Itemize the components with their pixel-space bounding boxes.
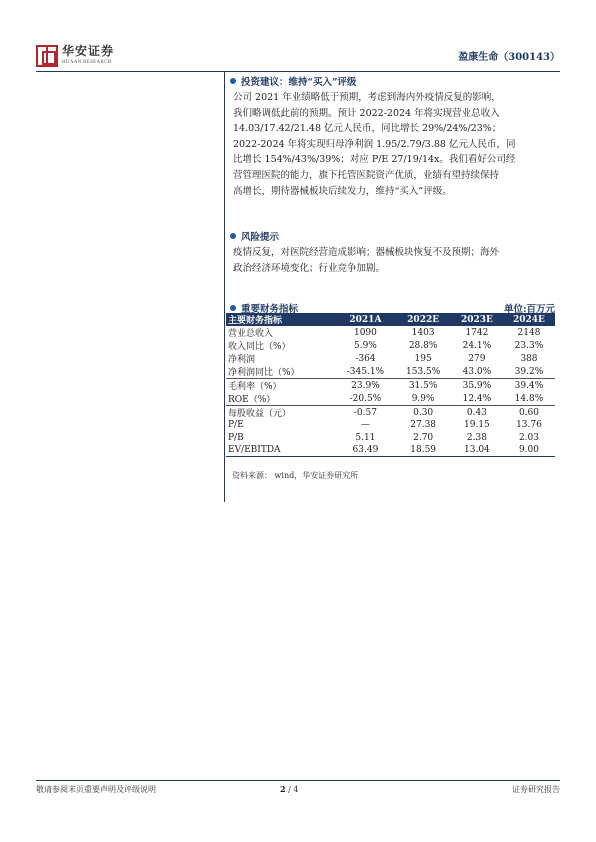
table-cell: -345.1% bbox=[335, 365, 395, 379]
table-cell: 39.2% bbox=[503, 365, 555, 379]
table-row bbox=[226, 365, 555, 379]
investment-line: 我们略调低此前的预期。预计 2022-2024 年将实现营业总收入 bbox=[233, 107, 500, 119]
table-row bbox=[226, 326, 555, 339]
table-cell: 毛利率（%） bbox=[228, 382, 282, 392]
investment-line: 14.03/17.42/21.48 亿元人民币，同比增长 29%/24%/23%； bbox=[233, 123, 502, 135]
table-cell: 9.9% bbox=[395, 392, 451, 406]
column-header: 2024E bbox=[513, 314, 545, 325]
table-cell: 31.5% bbox=[408, 380, 438, 391]
footer-disclaimer: 敬请参阅末页重要声明及评级说明 bbox=[36, 785, 156, 794]
table-cell: 23.9% bbox=[351, 380, 380, 391]
table-cell: 43.0% bbox=[451, 365, 503, 379]
column-header: 2022E bbox=[407, 314, 440, 325]
table-cell: 0.60 bbox=[518, 407, 539, 418]
table-cell: 1403 bbox=[411, 327, 435, 338]
page-number bbox=[280, 784, 298, 794]
table-row bbox=[226, 406, 555, 420]
page-current: 2 bbox=[280, 784, 286, 794]
table-cell: 净利润同比（%） bbox=[226, 365, 335, 379]
footer-divider bbox=[36, 780, 560, 781]
table-cell: -0.57 bbox=[353, 407, 377, 418]
table-cell: 27.38 bbox=[410, 420, 437, 431]
table-cell: 63.49 bbox=[335, 444, 395, 456]
table-cell: 0.43 bbox=[466, 407, 487, 418]
table-cell: ROE（%） bbox=[226, 392, 335, 406]
table-cell: 2.70 bbox=[413, 432, 434, 443]
logo-cn-text: 华安证券 bbox=[62, 44, 115, 58]
table-cell: 39.4% bbox=[514, 380, 544, 391]
table-cell: 净利润 bbox=[228, 355, 256, 365]
table-cell: P/B bbox=[228, 432, 244, 443]
table-cell: 388 bbox=[520, 353, 538, 364]
table-cell: 14.8% bbox=[503, 392, 555, 406]
table-cell: 0.30 bbox=[413, 407, 434, 418]
risk-line: 政治经济环境变化；行业竞争加剧。 bbox=[233, 262, 386, 274]
table-cell: 1742 bbox=[465, 327, 489, 338]
table-cell: 28.8% bbox=[408, 340, 438, 351]
column-header: 主要财务指标 bbox=[228, 316, 283, 326]
logo-mark-icon bbox=[36, 45, 58, 67]
table-row bbox=[226, 444, 555, 456]
footer-report-type: 证券研究报告 bbox=[512, 785, 560, 794]
table-cell: 5.9% bbox=[353, 340, 377, 351]
investment-line: 公司 2021 年业绩略低于预期，考虑到海内外疫情反复的影响， bbox=[233, 92, 501, 103]
company-logo bbox=[36, 44, 156, 72]
table-cell: 2.03 bbox=[518, 432, 539, 443]
table-cell: 13.76 bbox=[516, 420, 542, 431]
financial-table bbox=[226, 313, 555, 457]
logo-en-text: HUAAN RESEARCH bbox=[62, 60, 112, 65]
risk-line: 疫情反复，对医院经营造成影响；器械板块恢复不及预期；海外 bbox=[233, 247, 500, 258]
bullet-icon bbox=[230, 233, 236, 239]
table-row bbox=[226, 431, 555, 443]
investment-line: 营管理医院的能力，旗下托管医院资产优质，业绩有望持续保持 bbox=[233, 169, 500, 181]
table-cell: 195 bbox=[414, 353, 432, 364]
page-total: 4 bbox=[293, 785, 299, 794]
table-cell: 35.9% bbox=[462, 380, 492, 391]
header-divider bbox=[36, 71, 560, 72]
investment-line: 比增长 154%/43%/39%；对应 P/E 27/19/14x。我们看好公司经 bbox=[233, 154, 516, 166]
table-row bbox=[226, 352, 555, 365]
table-cell: 2148 bbox=[517, 327, 541, 338]
table-cell: 1090 bbox=[353, 327, 377, 338]
table-row bbox=[226, 339, 555, 352]
table-unit: 单位:百万元 bbox=[503, 304, 555, 315]
investment-line: 高增长，期待器械板块后续发力，维持“买入”评级。 bbox=[233, 185, 452, 197]
risk-section bbox=[230, 229, 555, 276]
table-cell: -20.5% bbox=[335, 392, 395, 406]
table-cell: P/E bbox=[228, 420, 244, 431]
table-cell: 9.00 bbox=[503, 444, 555, 456]
table-cell: 13.04 bbox=[451, 444, 503, 456]
table-cell: 279 bbox=[468, 353, 486, 364]
table-source: 资料来源： wind，华安证券研究所 bbox=[232, 471, 359, 480]
column-divider bbox=[224, 72, 225, 502]
investment-section bbox=[230, 74, 555, 199]
table-row bbox=[226, 392, 555, 406]
company-name-code: 盈康生命（300143） bbox=[458, 52, 560, 63]
table-cell: 23.3% bbox=[514, 340, 544, 351]
table-cell: 收入同比（%） bbox=[228, 342, 291, 352]
table-row bbox=[226, 419, 555, 431]
table-cell: 19.15 bbox=[464, 420, 490, 431]
page-header bbox=[36, 44, 560, 72]
table-cell: 5.11 bbox=[355, 432, 376, 443]
bullet-icon bbox=[230, 305, 236, 311]
table-cell: 12.4% bbox=[451, 392, 503, 406]
table-cell: 153.5% bbox=[395, 365, 451, 379]
investment-title: 投资建议：维持“买入”评级 bbox=[241, 77, 357, 88]
investment-body bbox=[230, 90, 555, 199]
risk-title: 风险提示 bbox=[241, 232, 280, 243]
column-header: 2021A bbox=[349, 314, 382, 325]
bullet-icon bbox=[230, 78, 236, 84]
investment-line: 2022-2024 年将实现归母净利润 1.95/2.79/3.88 亿元人民币，同 bbox=[233, 138, 516, 150]
table-cell: EV/EBITDA bbox=[226, 444, 335, 456]
table-cell: 2.38 bbox=[466, 432, 487, 443]
table-cell: -364 bbox=[355, 353, 376, 364]
page-separator: / bbox=[285, 785, 294, 794]
table-cell: 营业总收入 bbox=[228, 329, 274, 339]
table-header-row bbox=[226, 313, 555, 326]
table-title: 重要财务指标 bbox=[241, 304, 299, 315]
table-cell: 18.59 bbox=[395, 444, 451, 456]
risk-body bbox=[230, 245, 555, 276]
table-cell: 每股收益（元） bbox=[228, 409, 292, 419]
table-row bbox=[226, 379, 555, 393]
table-cell: — bbox=[360, 420, 370, 431]
column-header: 2023E bbox=[460, 314, 493, 325]
table-cell: 24.1% bbox=[462, 340, 492, 351]
